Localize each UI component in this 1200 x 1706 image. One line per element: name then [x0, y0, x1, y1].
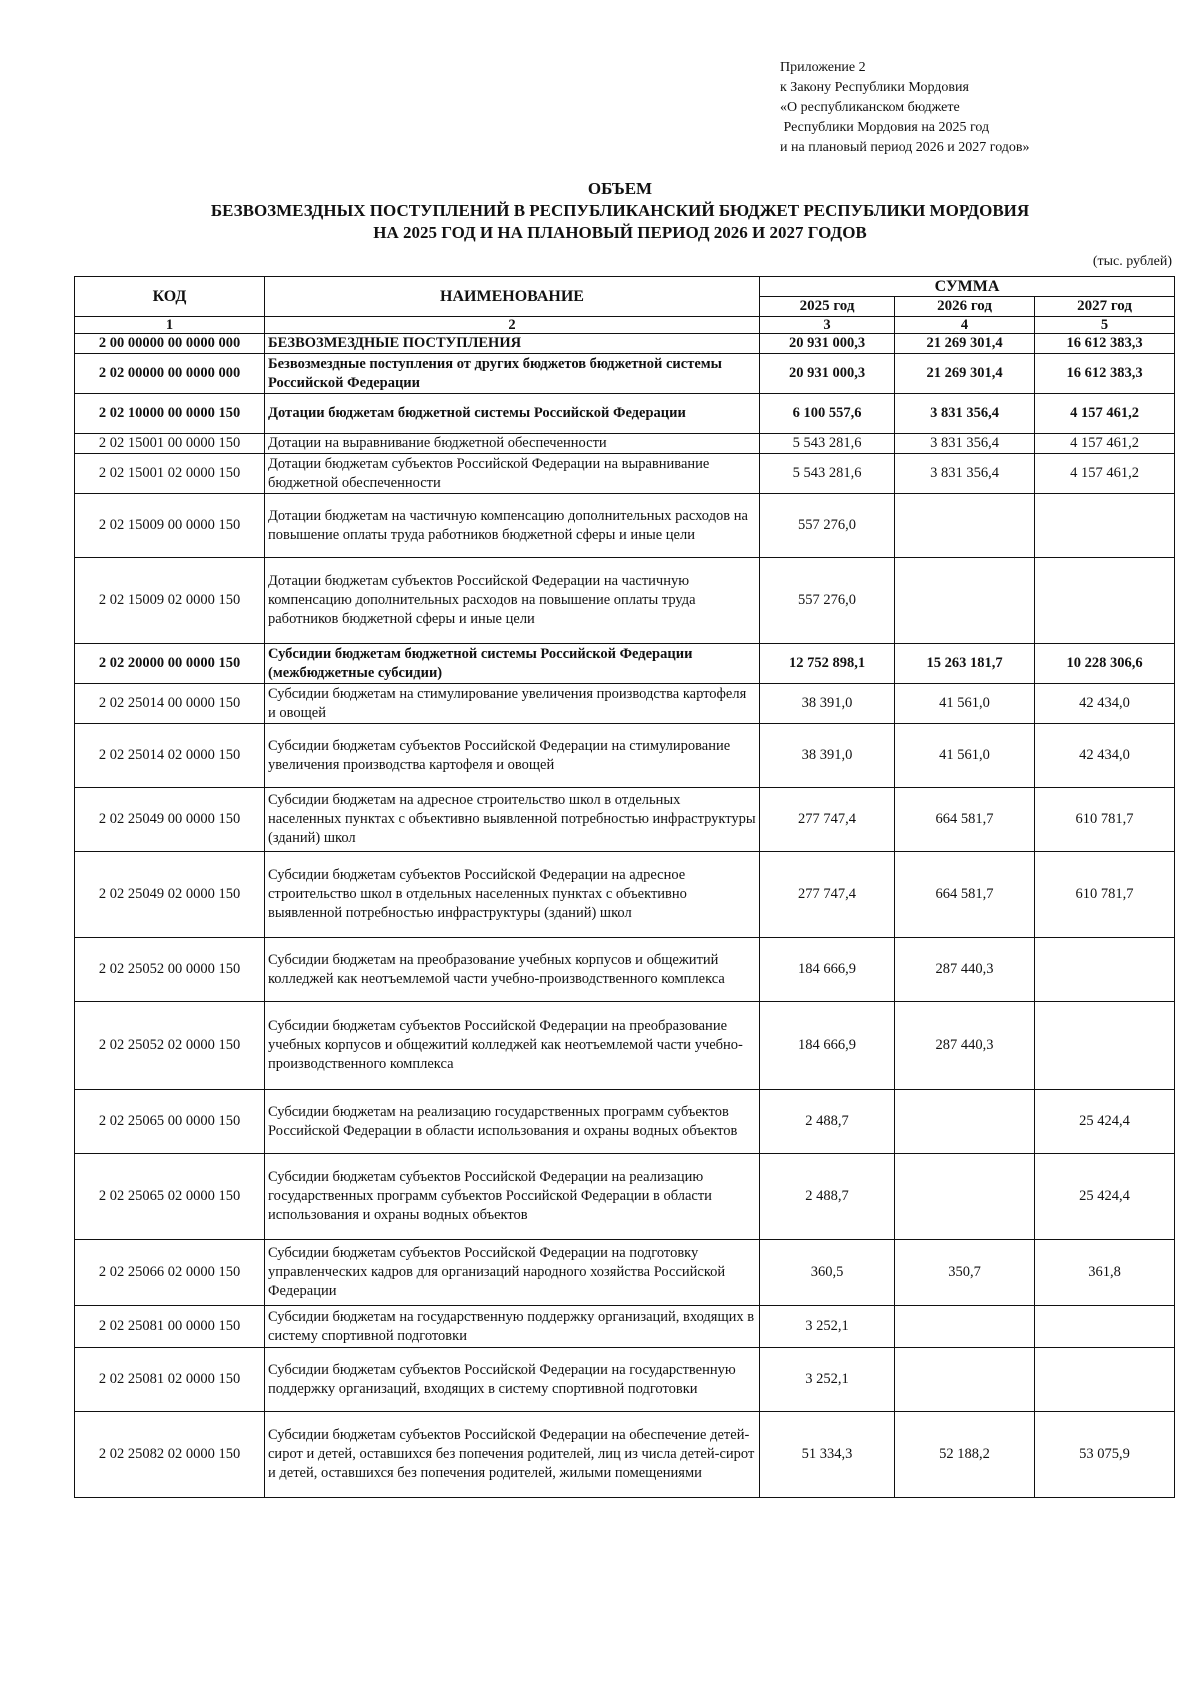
row-name: Субсидии бюджетам на преобразование учебных корпусов и общежитий колледжей как неотъемлемой части учебно-производственного комплекса — [265, 938, 760, 1002]
row-value-2026: 664 581,7 — [895, 852, 1035, 938]
table-row — [75, 334, 1175, 354]
column-index: 1 — [75, 317, 265, 334]
row-name: Субсидии бюджетам субъектов Российской Федерации на обеспечение детей-сирот и детей, оставшихся без попечения родителей, лиц из числа детей-сирот и детей, оставшихся без попечения родителей, жилыми помещениями — [265, 1412, 760, 1498]
row-value-2025: 184 666,9 — [760, 938, 895, 1002]
title-line: НА 2025 ГОД И НА ПЛАНОВЫЙ ПЕРИОД 2026 И 2027 ГОДОВ — [373, 223, 867, 242]
row-name: БЕЗВОЗМЕЗДНЫЕ ПОСТУПЛЕНИЯ — [265, 334, 760, 354]
header-name: НАИМЕНОВАНИЕ — [265, 277, 760, 317]
row-value-2026: 664 581,7 — [895, 788, 1035, 852]
row-value-2025: 51 334,3 — [760, 1412, 895, 1498]
title-line: ОБЪЕМ — [587, 179, 653, 198]
row-value-2027: 25 424,4 — [1035, 1154, 1175, 1240]
row-name: Субсидии бюджетам на государственную поддержку организаций, входящих в систему спортивной подготовки — [265, 1306, 760, 1348]
row-value-2027: 10 228 306,6 — [1035, 644, 1175, 684]
row-code: 2 02 25065 02 0000 150 — [75, 1154, 265, 1240]
row-name: Субсидии бюджетам на реализацию государственных программ субъектов Российской Федерации в области использования и охраны водных объектов — [265, 1090, 760, 1154]
row-value-2025: 557 276,0 — [760, 494, 895, 558]
row-value-2026: 3 831 356,4 — [895, 454, 1035, 494]
row-value-2027: 42 434,0 — [1035, 684, 1175, 724]
row-name: Дотации на выравнивание бюджетной обеспеченности — [265, 434, 760, 454]
row-value-2026: 21 269 301,4 — [895, 354, 1035, 394]
row-code: 2 02 00000 00 0000 000 — [75, 354, 265, 394]
row-value-2025: 2 488,7 — [760, 1154, 895, 1240]
row-value-2025: 20 931 000,3 — [760, 354, 895, 394]
header-sum: СУММА — [760, 277, 1175, 297]
column-index: 4 — [895, 317, 1035, 334]
row-code: 2 02 15001 00 0000 150 — [75, 434, 265, 454]
table-row — [75, 644, 1175, 684]
table-row — [75, 1154, 1175, 1240]
table-row — [75, 494, 1175, 558]
row-value-2026 — [895, 1306, 1035, 1348]
row-code: 2 02 25066 02 0000 150 — [75, 1240, 265, 1306]
header-2025: 2025 год — [760, 297, 895, 317]
row-code: 2 02 25049 00 0000 150 — [75, 788, 265, 852]
row-name: Субсидии бюджетам субъектов Российской Федерации на подготовку управленческих кадров для организаций народного хозяйства Российской Федерации — [265, 1240, 760, 1306]
table-row — [75, 788, 1175, 852]
units-label: (тыс. рублей) — [1092, 254, 1172, 269]
row-name: Безвозмездные поступления от других бюджетов бюджетной системы Российской Федерации — [265, 354, 760, 394]
row-name: Дотации бюджетам субъектов Российской Федерации на выравнивание бюджетной обеспеченности — [265, 454, 760, 494]
row-code: 2 02 25081 00 0000 150 — [75, 1306, 265, 1348]
appendix-line: Приложение 2 — [780, 60, 866, 75]
column-index: 3 — [760, 317, 895, 334]
row-value-2026 — [895, 494, 1035, 558]
row-value-2026 — [895, 1348, 1035, 1412]
row-name: Дотации бюджетам бюджетной системы Российской Федерации — [265, 394, 760, 434]
row-name: Субсидии бюджетам на стимулирование увеличения производства картофеля и овощей — [265, 684, 760, 724]
row-name: Субсидии бюджетам субъектов Российской Федерации на адресное строительство школ в отдельных населенных пунктах с объективно выявленной потребностью инфраструктуры (зданий) школ — [265, 852, 760, 938]
table-row — [75, 724, 1175, 788]
row-value-2026: 15 263 181,7 — [895, 644, 1035, 684]
row-value-2027: 53 075,9 — [1035, 1412, 1175, 1498]
row-value-2027: 610 781,7 — [1035, 788, 1175, 852]
row-value-2025: 38 391,0 — [760, 724, 895, 788]
row-value-2026: 3 831 356,4 — [895, 394, 1035, 434]
row-name: Субсидии бюджетам субъектов Российской Федерации на преобразование учебных корпусов и общежитий колледжей как неотъемлемой части учебно-производственного комплекса — [265, 1002, 760, 1090]
row-code: 2 02 25081 02 0000 150 — [75, 1348, 265, 1412]
appendix-line: Республики Мордовия на 2025 год — [780, 120, 990, 135]
appendix-line: «О республиканском бюджете — [780, 100, 960, 115]
row-value-2025: 3 252,1 — [760, 1348, 895, 1412]
row-value-2025: 277 747,4 — [760, 852, 895, 938]
row-value-2027: 4 157 461,2 — [1035, 434, 1175, 454]
appendix-note — [780, 58, 1030, 158]
row-value-2027 — [1035, 494, 1175, 558]
row-value-2025: 557 276,0 — [760, 558, 895, 644]
table-row — [75, 1090, 1175, 1154]
document-title — [60, 178, 1180, 244]
row-name: Субсидии бюджетам бюджетной системы Российской Федерации (межбюджетные субсидии) — [265, 644, 760, 684]
table-row — [75, 1306, 1175, 1348]
row-value-2026: 52 188,2 — [895, 1412, 1035, 1498]
row-code: 2 02 15009 02 0000 150 — [75, 558, 265, 644]
row-code: 2 02 25049 02 0000 150 — [75, 852, 265, 938]
appendix-line: и на плановый период 2026 и 2027 годов» — [780, 140, 1030, 155]
table-row — [75, 684, 1175, 724]
row-value-2025: 184 666,9 — [760, 1002, 895, 1090]
title-line: БЕЗВОЗМЕЗДНЫХ ПОСТУПЛЕНИЙ В РЕСПУБЛИКАНСКИЙ БЮДЖЕТ РЕСПУБЛИКИ МОРДОВИЯ — [210, 201, 1030, 220]
row-value-2025: 360,5 — [760, 1240, 895, 1306]
row-value-2026: 287 440,3 — [895, 1002, 1035, 1090]
row-code: 2 02 25014 02 0000 150 — [75, 724, 265, 788]
table-row — [75, 938, 1175, 1002]
row-code: 2 00 00000 00 0000 000 — [75, 334, 265, 354]
row-value-2025: 38 391,0 — [760, 684, 895, 724]
row-value-2027 — [1035, 558, 1175, 644]
row-value-2027 — [1035, 1348, 1175, 1412]
row-value-2026: 3 831 356,4 — [895, 434, 1035, 454]
header-2026: 2026 год — [895, 297, 1035, 317]
column-index: 5 — [1035, 317, 1175, 334]
row-code: 2 02 25082 02 0000 150 — [75, 1412, 265, 1498]
row-value-2027: 42 434,0 — [1035, 724, 1175, 788]
row-name: Дотации бюджетам субъектов Российской Федерации на частичную компенсацию дополнительных расходов на повышение оплаты труда работников бюджетной сферы и иные цели — [265, 558, 760, 644]
row-value-2026: 287 440,3 — [895, 938, 1035, 1002]
row-code: 2 02 25065 00 0000 150 — [75, 1090, 265, 1154]
row-code: 2 02 25052 02 0000 150 — [75, 1002, 265, 1090]
table-row — [75, 558, 1175, 644]
row-value-2026: 21 269 301,4 — [895, 334, 1035, 354]
table-body — [75, 334, 1175, 1498]
row-value-2025: 5 543 281,6 — [760, 454, 895, 494]
row-value-2025: 277 747,4 — [760, 788, 895, 852]
row-name: Субсидии бюджетам субъектов Российской Федерации на реализацию государственных программ субъектов Российской Федерации в области использования и охраны водных объектов — [265, 1154, 760, 1240]
table-row — [75, 354, 1175, 394]
row-value-2026: 41 561,0 — [895, 684, 1035, 724]
row-value-2026: 350,7 — [895, 1240, 1035, 1306]
table-row — [75, 434, 1175, 454]
table-row — [75, 1412, 1175, 1498]
row-code: 2 02 25052 00 0000 150 — [75, 938, 265, 1002]
table-row — [75, 1348, 1175, 1412]
column-index: 2 — [265, 317, 760, 334]
row-code: 2 02 25014 00 0000 150 — [75, 684, 265, 724]
row-value-2027: 610 781,7 — [1035, 852, 1175, 938]
row-value-2025: 2 488,7 — [760, 1090, 895, 1154]
row-value-2027 — [1035, 1002, 1175, 1090]
row-value-2027 — [1035, 1306, 1175, 1348]
row-code: 2 02 15001 02 0000 150 — [75, 454, 265, 494]
row-value-2025: 20 931 000,3 — [760, 334, 895, 354]
row-value-2026 — [895, 1154, 1035, 1240]
row-value-2025: 5 543 281,6 — [760, 434, 895, 454]
row-value-2026 — [895, 1090, 1035, 1154]
appendix-line: к Закону Республики Мордовия — [780, 80, 969, 95]
row-code: 2 02 10000 00 0000 150 — [75, 394, 265, 434]
table-row — [75, 454, 1175, 494]
row-value-2025: 12 752 898,1 — [760, 644, 895, 684]
table-row — [75, 1002, 1175, 1090]
row-value-2027: 361,8 — [1035, 1240, 1175, 1306]
budget-table — [74, 276, 1175, 1498]
row-value-2027 — [1035, 938, 1175, 1002]
row-value-2027: 16 612 383,3 — [1035, 334, 1175, 354]
row-value-2025: 3 252,1 — [760, 1306, 895, 1348]
row-code: 2 02 15009 00 0000 150 — [75, 494, 265, 558]
row-name: Субсидии бюджетам на адресное строительство школ в отдельных населенных пунктах с объективно выявленной потребностью инфраструктуры (зданий) школ — [265, 788, 760, 852]
row-code: 2 02 20000 00 0000 150 — [75, 644, 265, 684]
row-value-2026 — [895, 558, 1035, 644]
row-value-2026: 41 561,0 — [895, 724, 1035, 788]
row-name: Субсидии бюджетам субъектов Российской Федерации на государственную поддержку организаций, входящих в систему спортивной подготовки — [265, 1348, 760, 1412]
row-value-2027: 25 424,4 — [1035, 1090, 1175, 1154]
table-row — [75, 1240, 1175, 1306]
row-name: Субсидии бюджетам субъектов Российской Федерации на стимулирование увеличения производства картофеля и овощей — [265, 724, 760, 788]
row-value-2027: 4 157 461,2 — [1035, 454, 1175, 494]
header-code: КОД — [75, 277, 265, 317]
row-value-2027: 16 612 383,3 — [1035, 354, 1175, 394]
table-row — [75, 852, 1175, 938]
header-2027: 2027 год — [1035, 297, 1175, 317]
row-name: Дотации бюджетам на частичную компенсацию дополнительных расходов на повышение оплаты труда работников бюджетной сферы и иные цели — [265, 494, 760, 558]
row-value-2025: 6 100 557,6 — [760, 394, 895, 434]
row-value-2027: 4 157 461,2 — [1035, 394, 1175, 434]
table-row — [75, 394, 1175, 434]
column-index-row — [75, 317, 1175, 334]
